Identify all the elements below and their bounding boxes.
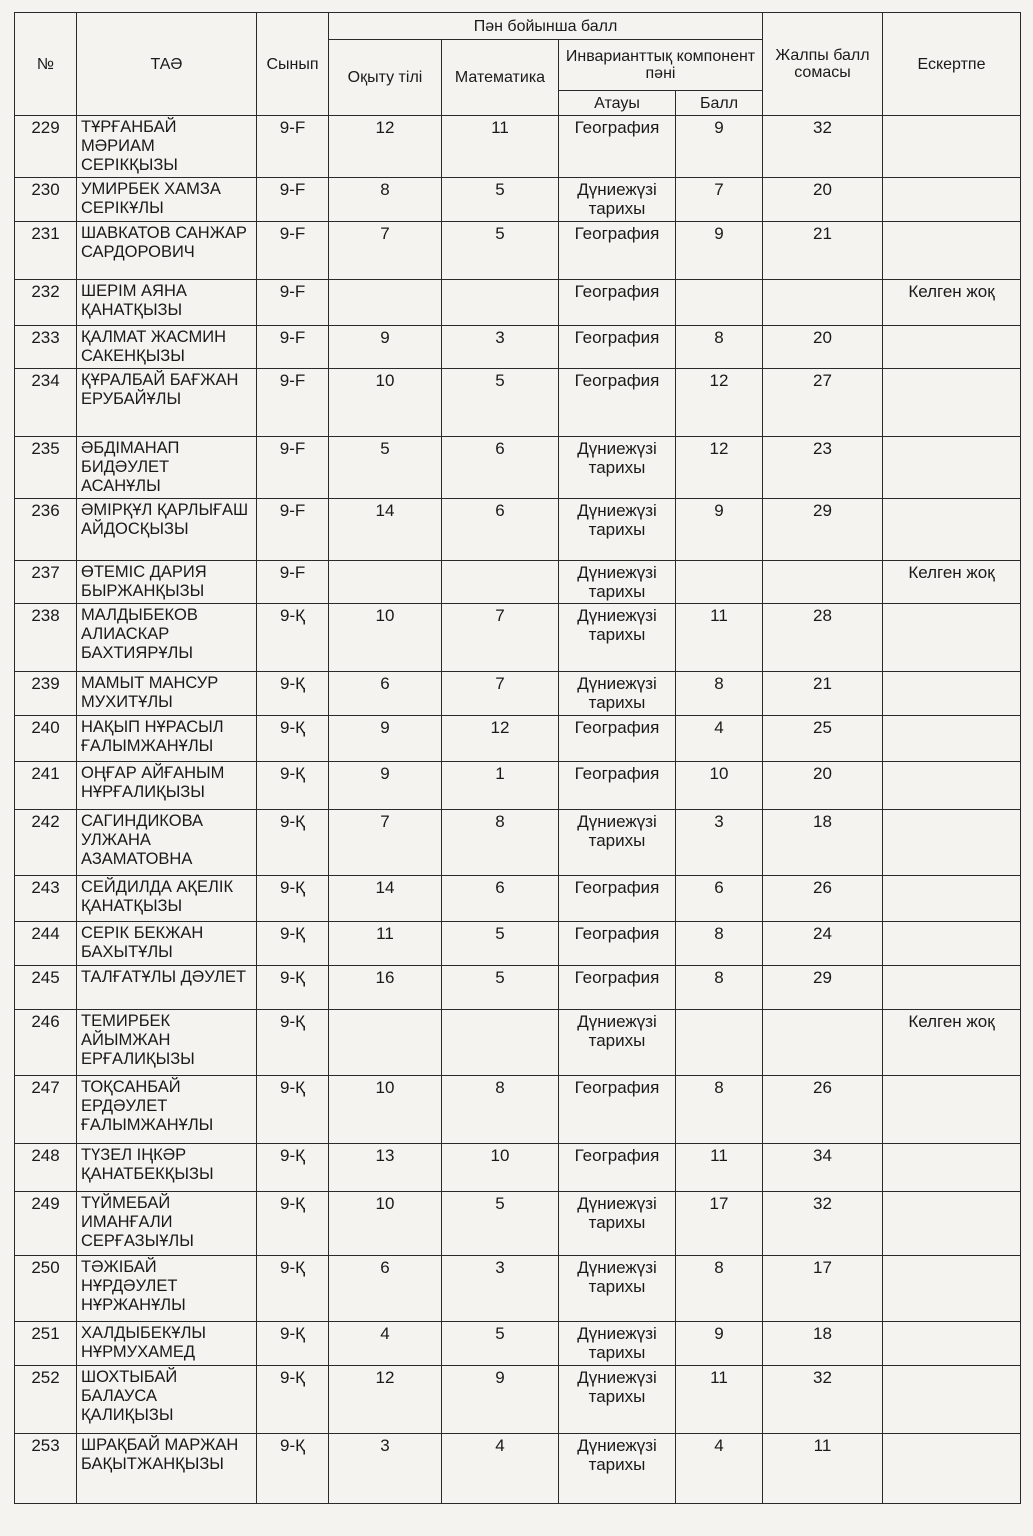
component-subject: Дүниежүзі тарихы — [559, 178, 676, 222]
math-score — [442, 1010, 559, 1076]
student-name: ТЕМИРБЕК АЙЫМЖАН ЕРҒАЛИҚЫЗЫ — [77, 1010, 257, 1076]
table-row — [15, 116, 1021, 178]
total-score — [763, 561, 883, 604]
math-score: 7 — [442, 604, 559, 672]
total-score: 21 — [763, 222, 883, 280]
math-score — [442, 280, 559, 326]
note-cell — [883, 1434, 1021, 1504]
header-note: Ескертпе — [883, 13, 1021, 116]
note-cell — [883, 716, 1021, 762]
component-subject: География — [559, 1144, 676, 1192]
teaching-language-score: 9 — [329, 326, 442, 369]
component-score: 8 — [676, 966, 763, 1010]
table-row — [15, 437, 1021, 499]
component-subject: География — [559, 280, 676, 326]
table-row — [15, 762, 1021, 810]
total-score: 20 — [763, 326, 883, 369]
component-subject: Дүниежүзі тарихы — [559, 499, 676, 561]
total-score: 18 — [763, 1322, 883, 1366]
table-row — [15, 561, 1021, 604]
total-score: 21 — [763, 672, 883, 716]
student-name: ШАВКАТОВ САНЖАР САРДОРОВИЧ — [77, 222, 257, 280]
component-score: 9 — [676, 1322, 763, 1366]
note-cell — [883, 922, 1021, 966]
component-score: 8 — [676, 922, 763, 966]
class-cell: 9-Қ — [257, 604, 329, 672]
component-score: 4 — [676, 716, 763, 762]
component-subject: География — [559, 876, 676, 922]
teaching-language-score — [329, 1010, 442, 1076]
component-subject: География — [559, 116, 676, 178]
teaching-language-score — [329, 280, 442, 326]
total-score: 23 — [763, 437, 883, 499]
table-row — [15, 1010, 1021, 1076]
student-name: ҚҰРАЛБАЙ БАҒЖАН ЕРУБАЙҰЛЫ — [77, 369, 257, 437]
class-cell: 9-Қ — [257, 762, 329, 810]
component-score: 9 — [676, 499, 763, 561]
teaching-language-score: 8 — [329, 178, 442, 222]
header-total: Жалпы балл сомасы — [763, 13, 883, 116]
row-number: 232 — [15, 280, 77, 326]
note-cell — [883, 369, 1021, 437]
table-row — [15, 1366, 1021, 1434]
math-score: 9 — [442, 1366, 559, 1434]
class-cell: 9-Қ — [257, 716, 329, 762]
table-row — [15, 222, 1021, 280]
table-row — [15, 922, 1021, 966]
student-name: МАЛДЫБЕКОВ АЛИАСКАР БАХТИЯРҰЛЫ — [77, 604, 257, 672]
row-number: 245 — [15, 966, 77, 1010]
total-score: 28 — [763, 604, 883, 672]
class-cell: 9-Қ — [257, 876, 329, 922]
table-row — [15, 876, 1021, 922]
row-number: 247 — [15, 1076, 77, 1144]
total-score: 20 — [763, 178, 883, 222]
note-cell — [883, 116, 1021, 178]
total-score: 18 — [763, 810, 883, 876]
student-name: МАМЫТ МАНСУР МУХИТҰЛЫ — [77, 672, 257, 716]
component-score: 12 — [676, 369, 763, 437]
component-subject: География — [559, 716, 676, 762]
row-number: 240 — [15, 716, 77, 762]
component-subject: Дүниежүзі тарихы — [559, 1192, 676, 1256]
teaching-language-score: 10 — [329, 369, 442, 437]
table-row — [15, 369, 1021, 437]
table-row — [15, 499, 1021, 561]
table-row — [15, 178, 1021, 222]
component-subject: Дүниежүзі тарихы — [559, 810, 676, 876]
table-row — [15, 1192, 1021, 1256]
component-score: 3 — [676, 810, 763, 876]
math-score: 10 — [442, 1144, 559, 1192]
component-subject: География — [559, 222, 676, 280]
teaching-language-score: 10 — [329, 604, 442, 672]
row-number: 229 — [15, 116, 77, 178]
teaching-language-score: 5 — [329, 437, 442, 499]
total-score — [763, 280, 883, 326]
math-score: 11 — [442, 116, 559, 178]
row-number: 239 — [15, 672, 77, 716]
note-cell — [883, 1256, 1021, 1322]
row-number: 248 — [15, 1144, 77, 1192]
component-subject: Дүниежүзі тарихы — [559, 437, 676, 499]
component-score: 10 — [676, 762, 763, 810]
component-subject: География — [559, 762, 676, 810]
class-cell: 9-Қ — [257, 1434, 329, 1504]
student-name: ШЕРІМ АЯНА ҚАНАТҚЫЗЫ — [77, 280, 257, 326]
component-score — [676, 1010, 763, 1076]
note-cell — [883, 1076, 1021, 1144]
table-row — [15, 280, 1021, 326]
student-name: ТҰРҒАНБАЙ МӘРИАМ СЕРІКҚЫЗЫ — [77, 116, 257, 178]
table-row — [15, 1256, 1021, 1322]
component-score — [676, 561, 763, 604]
teaching-language-score: 14 — [329, 876, 442, 922]
student-name: ТҮЙМЕБАЙ ИМАНҒАЛИ СЕРҒАЗЫҰЛЫ — [77, 1192, 257, 1256]
table-row — [15, 326, 1021, 369]
teaching-language-score: 7 — [329, 222, 442, 280]
note-cell — [883, 1192, 1021, 1256]
component-score: 9 — [676, 116, 763, 178]
student-name: ТӘЖІБАЙ НҰРДӘУЛЕТ НҰРЖАНҰЛЫ — [77, 1256, 257, 1322]
class-cell: 9-Қ — [257, 1192, 329, 1256]
total-score: 29 — [763, 499, 883, 561]
row-number: 249 — [15, 1192, 77, 1256]
teaching-language-score: 14 — [329, 499, 442, 561]
row-number: 241 — [15, 762, 77, 810]
student-name: ТҮЗЕЛ ІҢКӘР ҚАНАТБЕКҚЫЗЫ — [77, 1144, 257, 1192]
component-score: 17 — [676, 1192, 763, 1256]
teaching-language-score — [329, 561, 442, 604]
teaching-language-score: 11 — [329, 922, 442, 966]
class-cell: 9-F — [257, 326, 329, 369]
class-cell: 9-Қ — [257, 1366, 329, 1434]
component-score: 12 — [676, 437, 763, 499]
table-row — [15, 716, 1021, 762]
math-score: 6 — [442, 876, 559, 922]
row-number: 236 — [15, 499, 77, 561]
total-score: 25 — [763, 716, 883, 762]
note-cell — [883, 499, 1021, 561]
math-score: 6 — [442, 499, 559, 561]
math-score: 12 — [442, 716, 559, 762]
class-cell: 9-Қ — [257, 1076, 329, 1144]
total-score: 27 — [763, 369, 883, 437]
math-score: 5 — [442, 369, 559, 437]
math-score: 8 — [442, 1076, 559, 1144]
component-subject: География — [559, 326, 676, 369]
total-score: 32 — [763, 1366, 883, 1434]
class-cell: 9-F — [257, 437, 329, 499]
row-number: 230 — [15, 178, 77, 222]
total-score: 32 — [763, 1192, 883, 1256]
math-score: 3 — [442, 326, 559, 369]
class-cell: 9-Қ — [257, 1010, 329, 1076]
row-number: 250 — [15, 1256, 77, 1322]
component-score: 11 — [676, 604, 763, 672]
note-cell — [883, 876, 1021, 922]
results-table — [14, 12, 1021, 1504]
class-cell: 9-F — [257, 561, 329, 604]
teaching-language-score: 9 — [329, 716, 442, 762]
note-cell — [883, 326, 1021, 369]
header-component-name: Атауы — [559, 91, 676, 116]
student-name: ӨТЕМІС ДАРИЯ БЫРЖАНҚЫЗЫ — [77, 561, 257, 604]
note-cell — [883, 437, 1021, 499]
header-subject-score-group: Пән бойынша балл — [329, 13, 763, 40]
student-name: СЕРІК БЕКЖАН БАХЫТҰЛЫ — [77, 922, 257, 966]
class-cell: 9-Қ — [257, 966, 329, 1010]
component-score: 6 — [676, 876, 763, 922]
total-score: 29 — [763, 966, 883, 1010]
header-name: ТАӘ — [77, 13, 257, 116]
row-number: 244 — [15, 922, 77, 966]
row-number: 231 — [15, 222, 77, 280]
teaching-language-score: 12 — [329, 1366, 442, 1434]
table-body — [15, 116, 1021, 1504]
class-cell: 9-Қ — [257, 922, 329, 966]
component-subject: Дүниежүзі тарихы — [559, 1010, 676, 1076]
row-number: 251 — [15, 1322, 77, 1366]
student-name: ӘМІРҚҰЛ ҚАРЛЫҒАШ АЙДОСҚЫЗЫ — [77, 499, 257, 561]
student-name: ШОХТЫБАЙ БАЛАУСА ҚАЛИҚЫЗЫ — [77, 1366, 257, 1434]
row-number: 246 — [15, 1010, 77, 1076]
math-score: 1 — [442, 762, 559, 810]
table-row — [15, 672, 1021, 716]
note-cell — [883, 762, 1021, 810]
note-cell — [883, 1322, 1021, 1366]
student-name: ОҢҒАР АЙҒАНЫМ НҰРҒАЛИҚЫЗЫ — [77, 762, 257, 810]
teaching-language-score: 12 — [329, 116, 442, 178]
row-number: 233 — [15, 326, 77, 369]
table-row — [15, 1144, 1021, 1192]
total-score: 32 — [763, 116, 883, 178]
component-score: 8 — [676, 326, 763, 369]
component-subject: Дүниежүзі тарихы — [559, 672, 676, 716]
row-number: 242 — [15, 810, 77, 876]
component-score — [676, 280, 763, 326]
class-cell: 9-F — [257, 280, 329, 326]
teaching-language-score: 10 — [329, 1192, 442, 1256]
note-cell: Келген жоқ — [883, 280, 1021, 326]
row-number: 235 — [15, 437, 77, 499]
math-score: 7 — [442, 672, 559, 716]
class-cell: 9-Қ — [257, 672, 329, 716]
class-cell: 9-Қ — [257, 1256, 329, 1322]
header-invariant-component: Инварианттық компонент пәні — [559, 40, 763, 91]
teaching-language-score: 6 — [329, 1256, 442, 1322]
header-teaching-language: Оқыту тілі — [329, 40, 442, 116]
note-cell — [883, 604, 1021, 672]
table-row — [15, 1322, 1021, 1366]
student-name: ҚАЛМАТ ЖАСМИН САКЕНҚЫЗЫ — [77, 326, 257, 369]
table-row — [15, 604, 1021, 672]
student-name: САГИНДИКОВА УЛЖАНА АЗАМАТОВНА — [77, 810, 257, 876]
total-score: 17 — [763, 1256, 883, 1322]
total-score: 24 — [763, 922, 883, 966]
student-name: ӘБДІМАНАП БИДӘУЛЕТ АСАНҰЛЫ — [77, 437, 257, 499]
component-subject: Дүниежүзі тарихы — [559, 561, 676, 604]
student-name: УМИРБЕК ХАМЗА СЕРІКҰЛЫ — [77, 178, 257, 222]
note-cell — [883, 222, 1021, 280]
component-score: 7 — [676, 178, 763, 222]
teaching-language-score: 13 — [329, 1144, 442, 1192]
teaching-language-score: 9 — [329, 762, 442, 810]
student-name: ТОҚСАНБАЙ ЕРДӘУЛЕТ ҒАЛЫМЖАНҰЛЫ — [77, 1076, 257, 1144]
student-name: ХАЛДЫБЕКҰЛЫ НҰРМУХАМЕД — [77, 1322, 257, 1366]
student-name: ШРАҚБАЙ МАРЖАН БАҚЫТЖАНҚЫЗЫ — [77, 1434, 257, 1504]
component-subject: Дүниежүзі тарихы — [559, 1322, 676, 1366]
table-row — [15, 1076, 1021, 1144]
component-subject: География — [559, 369, 676, 437]
math-score: 3 — [442, 1256, 559, 1322]
teaching-language-score: 10 — [329, 1076, 442, 1144]
component-subject: Дүниежүзі тарихы — [559, 604, 676, 672]
component-score: 4 — [676, 1434, 763, 1504]
teaching-language-score: 4 — [329, 1322, 442, 1366]
math-score: 5 — [442, 966, 559, 1010]
math-score: 5 — [442, 922, 559, 966]
class-cell: 9-Қ — [257, 1144, 329, 1192]
note-cell — [883, 1144, 1021, 1192]
student-name: ТАЛҒАТҰЛЫ ДӘУЛЕТ — [77, 966, 257, 1010]
student-name: НАҚЫП НҰРАСЫЛ ҒАЛЫМЖАНҰЛЫ — [77, 716, 257, 762]
class-cell: 9-Қ — [257, 810, 329, 876]
row-number: 252 — [15, 1366, 77, 1434]
total-score: 20 — [763, 762, 883, 810]
note-cell — [883, 178, 1021, 222]
teaching-language-score: 3 — [329, 1434, 442, 1504]
header-no: № — [15, 13, 77, 116]
total-score: 34 — [763, 1144, 883, 1192]
math-score: 4 — [442, 1434, 559, 1504]
teaching-language-score: 7 — [329, 810, 442, 876]
math-score: 5 — [442, 1322, 559, 1366]
total-score: 26 — [763, 876, 883, 922]
component-subject: Дүниежүзі тарихы — [559, 1434, 676, 1504]
class-cell: 9-Қ — [257, 1322, 329, 1366]
table-header — [15, 13, 1021, 116]
math-score: 8 — [442, 810, 559, 876]
total-score: 11 — [763, 1434, 883, 1504]
component-subject: География — [559, 922, 676, 966]
results-sheet — [14, 12, 1020, 1504]
component-subject: География — [559, 1076, 676, 1144]
component-score: 11 — [676, 1144, 763, 1192]
note-cell — [883, 1366, 1021, 1434]
math-score — [442, 561, 559, 604]
teaching-language-score: 16 — [329, 966, 442, 1010]
header-class: Сынып — [257, 13, 329, 116]
component-score: 11 — [676, 1366, 763, 1434]
math-score: 5 — [442, 178, 559, 222]
note-cell: Келген жоқ — [883, 1010, 1021, 1076]
row-number: 234 — [15, 369, 77, 437]
header-math: Математика — [442, 40, 559, 116]
total-score — [763, 1010, 883, 1076]
component-subject: География — [559, 966, 676, 1010]
component-score: 8 — [676, 672, 763, 716]
note-cell — [883, 810, 1021, 876]
student-name: СЕЙДИЛДА АҚЕЛІК ҚАНАТҚЫЗЫ — [77, 876, 257, 922]
component-score: 8 — [676, 1256, 763, 1322]
note-cell: Келген жоқ — [883, 561, 1021, 604]
table-row — [15, 966, 1021, 1010]
component-score: 9 — [676, 222, 763, 280]
component-subject: Дүниежүзі тарихы — [559, 1256, 676, 1322]
table-row — [15, 1434, 1021, 1504]
class-cell: 9-F — [257, 222, 329, 280]
class-cell: 9-F — [257, 178, 329, 222]
component-subject: Дүниежүзі тарихы — [559, 1366, 676, 1434]
teaching-language-score: 6 — [329, 672, 442, 716]
math-score: 5 — [442, 1192, 559, 1256]
row-number: 237 — [15, 561, 77, 604]
total-score: 26 — [763, 1076, 883, 1144]
class-cell: 9-F — [257, 116, 329, 178]
math-score: 6 — [442, 437, 559, 499]
note-cell — [883, 672, 1021, 716]
class-cell: 9-F — [257, 369, 329, 437]
header-component-score: Балл — [676, 91, 763, 116]
math-score: 5 — [442, 222, 559, 280]
row-number: 243 — [15, 876, 77, 922]
class-cell: 9-F — [257, 499, 329, 561]
component-score: 8 — [676, 1076, 763, 1144]
note-cell — [883, 966, 1021, 1010]
row-number: 253 — [15, 1434, 77, 1504]
table-row — [15, 810, 1021, 876]
row-number: 238 — [15, 604, 77, 672]
